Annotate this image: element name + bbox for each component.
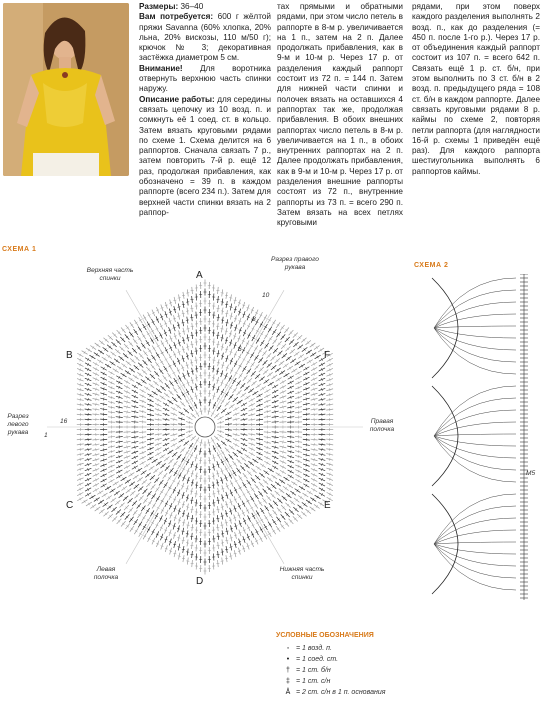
row-number-6: 6: [238, 346, 242, 353]
sizes-value: 36–40: [178, 2, 204, 11]
model-photo: [3, 3, 129, 176]
legend-item: Å = 2 ст. с/н в 1 п. основания: [280, 689, 385, 696]
label-right-front: Правая полочка: [369, 418, 395, 433]
scheme-1-title: СХЕМА 1: [2, 246, 37, 253]
slip-stitch-icon: •: [286, 656, 290, 663]
sizes-label: Размеры:: [139, 2, 179, 11]
row-number-16: 16: [60, 418, 68, 425]
label-left-front: Левая полочка: [93, 566, 119, 581]
legend-item: † = 1 ст. б/н: [280, 667, 331, 674]
column-2-text: тах прямыми и обратными рядами, при этом число петель в раппорте в 8-м р. увеличивается на 1 п., затем на 2 п. Далее продолжать прибавления, как в 9-м и 10-м р. Через 17 р. от разделения каждый раппорт состоит из 72 п. = 144 п. Затем для нижней части спинки и полочек вязать на оставшихся 4 раппортах так же, продолжая прибавления. В обоих внешних раппортах число петель в 8-м р. увеличивается на 1 п., в обоих внутренних раппортах на 2 п. Далее продолжать прибавления, как в 9-м и 10-м р. Через 17 р. от разделения внешние раппорты состоят из 72 п., внутренние раппорты из 73 п. = всего 290 п. Затем вязать на всех петлях круговыми: [277, 2, 403, 228]
section-letter-b: B: [66, 350, 73, 361]
label-right-sleeve: Разрез правого рукава: [271, 256, 319, 271]
label-left-sleeve: Разрез левого рукава: [7, 413, 29, 436]
section-letter-e: E: [324, 500, 331, 511]
text-column-3: [412, 2, 540, 177]
description-label: Описание работы:: [139, 94, 215, 104]
attention-label: Внимание!: [139, 63, 183, 73]
legend-title: УСЛОВНЫЕ ОБОЗНАЧЕНИЯ: [276, 632, 374, 639]
scheme-2-diagram: [424, 274, 540, 600]
text-column-2: [277, 2, 403, 229]
scheme-1-diagram: [40, 262, 370, 592]
section-letter-c: C: [66, 500, 74, 511]
label-bottom-back: Нижняя часть спинки: [279, 566, 325, 581]
scheme-2-note: M5: [526, 470, 536, 477]
chain-stitch-icon: ◦: [286, 645, 290, 652]
row-number-8: 8: [252, 316, 256, 323]
row-number-1: 1: [44, 432, 48, 439]
section-letter-d: D: [196, 576, 204, 587]
label-top-back: Верхняя часть спинки: [86, 267, 134, 282]
column-3-text: рядами, при этом поверх каждого разделения выполнять 2 возд. п., как до разделения (= 450 п. после 1-го р.). Через 17 р. от объединения каждый раппорт состоит из 107 п. = всего 642 п. Связать ещё 1 р. ст. б/н, при этом выполнить по 3 ст. б/н в 2 возд. п. предыдущего ряда = 108 ст. б/н в каждом раппорте. Далее связать круговыми рядами 8 р. каймы по схеме 2, повторяя петли раппорта (для наглядности 16-й р. схемы 1 приведён ещё раз). Для каждого раппорта шестиугольника выполнять 6 раппортов каймы.: [412, 2, 540, 176]
legend-item: • = 1 соед. ст.: [280, 656, 338, 663]
scheme-2-title: СХЕМА 2: [414, 262, 449, 269]
need-value: 600 г жёлтой пряжи Savanna (60% хлопка, 20% льна, 20% вискозы, 110 м/50 г); крючок № 3; декоративная застёжка диаметром 5 см.: [139, 12, 271, 63]
row-number-10: 10: [262, 292, 270, 299]
model-illustration: [3, 3, 129, 176]
legend-item: ‡ = 1 ст. с/н: [280, 678, 330, 685]
increase-icon: Å: [285, 689, 291, 696]
need-label: Вам потребуется:: [139, 12, 214, 22]
description-value: для середины связать цепочку из 10 возд. п. и сомкнуть её 1 соед. ст. в кольцо. Затем вязать круговыми рядами по схеме 1. Схема делится на 6 раппортов. Сначала связать 7 р., затем повторить 7-й р. ещё 12 раз, продолжая прибавления, как обозначено = 39 п. в каждом раппорте (всего 234 п.). Затем для верхней части спинки вязать на 2 раппор-: [139, 94, 272, 217]
section-letter-f: F: [324, 350, 331, 361]
section-letter-a: A: [196, 270, 203, 281]
legend-item: ◦ = 1 возд. п.: [280, 645, 332, 652]
text-column-1: [139, 2, 271, 218]
single-crochet-icon: †: [286, 667, 290, 674]
attention-value: Для воротника отвернуть верхнюю часть спинки наружу.: [139, 63, 271, 94]
double-crochet-icon: ‡: [286, 678, 290, 685]
